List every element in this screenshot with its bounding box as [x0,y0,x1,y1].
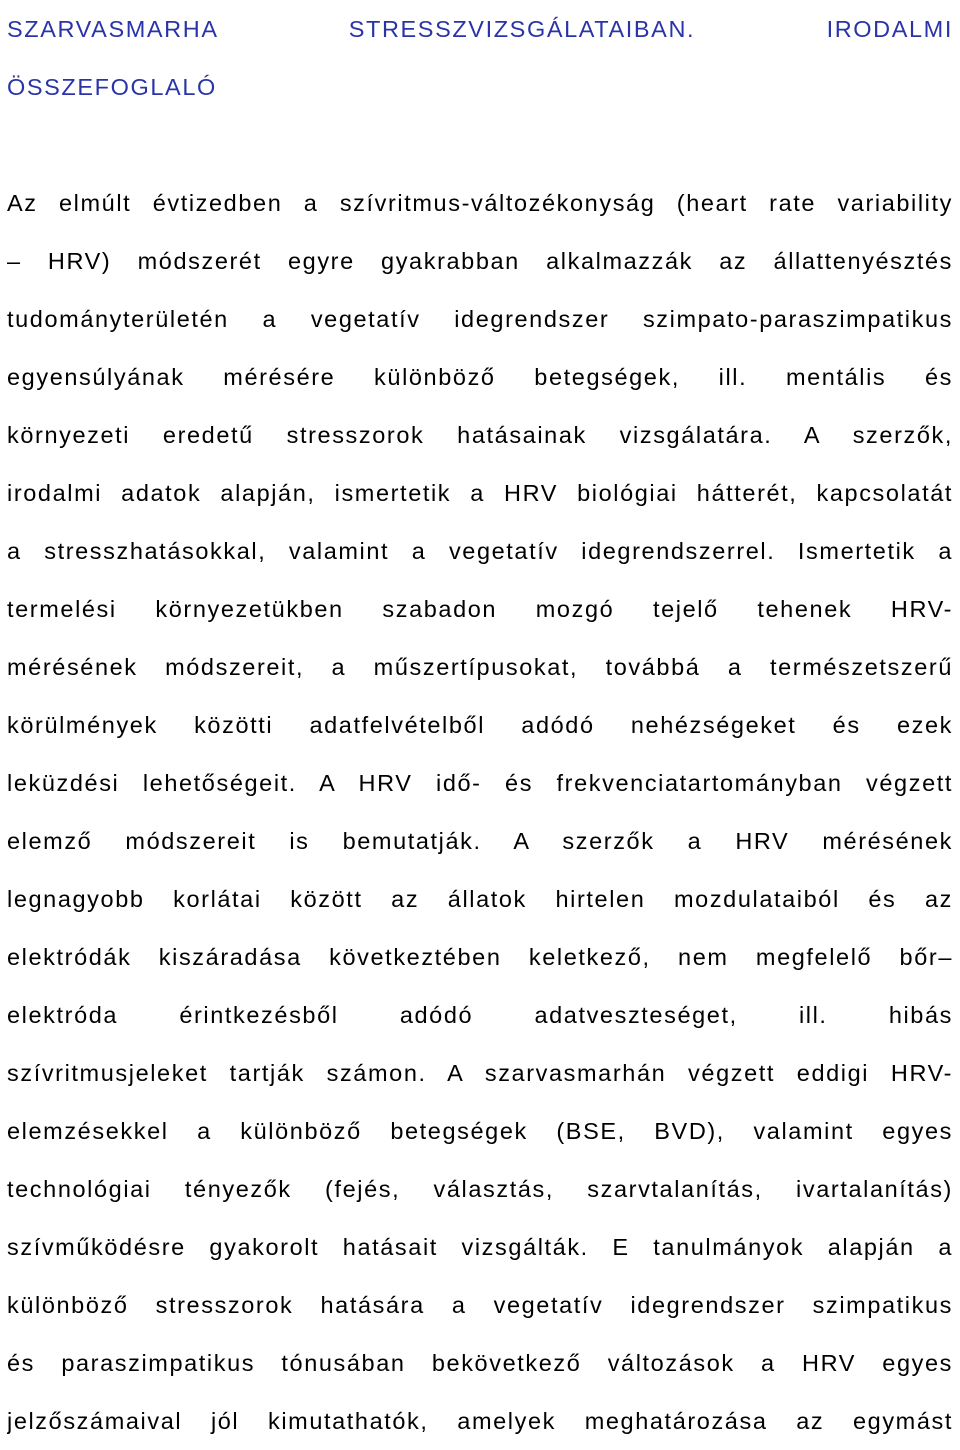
abstract-line-18: technológiai tényezők (fejés, választás, szarvtalanítás, ivartalanítás) [7,1176,953,1202]
abstract-line-19: szívműködésre gyakorolt hatásait vizsgálták. E tanulmányok alapján a [7,1234,953,1260]
abstract-line-15: elektróda érintkezésből adódó adatveszteséget, ill. hibás [7,1002,953,1028]
abstract-paragraph [7,174,953,1450]
abstract-line-2: – HRV) módszerét egyre gyakrabban alkalmazzák az állattenyésztés [7,248,953,274]
abstract-line-12: elemző módszereit is bemutatják. A szerzők a HRV mérésének [7,828,953,854]
abstract-line-10: körülmények közötti adatfelvételből adódó nehézségeket és ezek [7,712,953,738]
section-spacer [7,116,953,174]
document-page [7,0,953,1450]
abstract-line-5: környezeti eredetű stresszorok hatásainak vizsgálatára. A szerzők, [7,422,953,448]
abstract-line-3: tudományterületén a vegetatív idegrendszer szimpato-paraszimpatikus [7,306,953,332]
heading-line-1: SZARVASMARHA STRESSZVIZSGÁLATAIBAN. IRODALMI [7,16,953,42]
abstract-line-7: a stresszhatásokkal, valamint a vegetatív idegrendszerrel. Ismertetik a [7,538,953,564]
abstract-line-11: leküzdési lehetőségeit. A HRV idő- és frekvenciatartományban végzett [7,770,953,796]
abstract-line-22: jelzőszámaival jól kimutathatók, amelyek meghatározása az egymást [7,1408,953,1434]
abstract-line-9: mérésének módszereit, a műszertípusokat, továbbá a természetszerű [7,654,953,680]
abstract-line-13: legnagyobb korlátai között az állatok hirtelen mozdulataiból és az [7,886,953,912]
abstract-line-14: elektródák kiszáradása következtében keletkező, nem megfelelő bőr– [7,944,953,970]
abstract-line-4: egyensúlyának mérésére különböző betegségek, ill. mentális és [7,364,953,390]
heading-line-2: ÖSSZEFOGLALÓ [7,74,217,100]
abstract-line-20: különböző stresszorok hatására a vegetatív idegrendszer szimpatikus [7,1292,953,1318]
abstract-line-1: Az elmúlt évtizedben a szívritmus-változékonyság (heart rate variability [7,190,953,216]
abstract-line-16: szívritmusjeleket tartják számon. A szarvasmarhán végzett eddigi HRV- [7,1060,953,1086]
abstract-line-21: és paraszimpatikus tónusában bekövetkező változások a HRV egyes [7,1350,953,1376]
abstract-line-6: irodalmi adatok alapján, ismertetik a HRV biológiai hátterét, kapcsolatát [7,480,953,506]
abstract-line-8: termelési környezetükben szabadon mozgó tejelő tehenek HRV- [7,596,953,622]
abstract-line-17: elemzésekkel a különböző betegségek (BSE, BVD), valamint egyes [7,1118,953,1144]
